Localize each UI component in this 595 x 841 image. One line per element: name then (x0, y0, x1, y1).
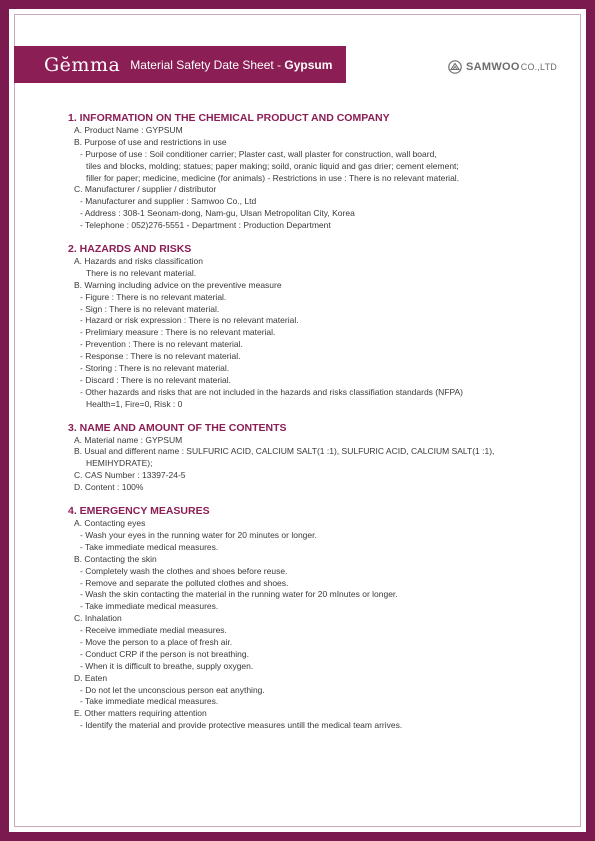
section-line: - Wash the skin contacting the material in the running water for 20 mInutes or longer. (80, 589, 398, 600)
section-line: Health=1, Fire=0, Risk : 0 (86, 398, 183, 409)
section-spacer (68, 232, 548, 242)
section-line: - Take immediate medical measures. (80, 601, 219, 612)
section-line: D. Content : 100% (74, 482, 144, 493)
section-spacer (68, 411, 548, 421)
section-line: B. Usual and different name : SULFURIC ACID, CALCIUM SALT(1 :1), SULFURIC ACID, CALCIUM SALT(1 :1), (74, 446, 495, 457)
section-line: - Do not let the unconscious person eat anything. (80, 684, 265, 695)
section-line: filler for paper; medicine, medicine (for animals) - Restrictions in use : There is no relevant material. (86, 172, 460, 183)
section-line: - Purpose of use : Soil conditioner carrier; Plaster cast, wall plaster for construction, wall board, (80, 148, 437, 159)
section-line: - Take immediate medical measures. (80, 696, 219, 707)
section-line: HEMIHYDRATE); (86, 458, 153, 469)
section-line: - Receive immediate medial measures. (80, 625, 227, 636)
section-line: D. Eaten (74, 672, 108, 683)
section-title: 3. NAME AND AMOUNT OF THE CONTENTS (68, 421, 287, 434)
section-line: There is no relevant material. (86, 267, 197, 278)
document-title (130, 58, 332, 72)
section-line: C. Inhalation (74, 613, 122, 624)
section-line: - Prevention : There is no relevant material. (80, 339, 243, 350)
section-title: 1. INFORMATION ON THE CHEMICAL PRODUCT AND COMPANY (68, 112, 390, 124)
brand-logo: Gĕmma (44, 53, 121, 76)
section-line: C. Manufacturer / supplier / distributor (74, 184, 217, 195)
document-title-prefix: Material Safety Date Sheet - (130, 57, 285, 72)
section-line: B. Purpose of use and restrictions in use (74, 136, 227, 147)
section-line: - Move the person to a place of fresh air. (80, 636, 233, 647)
section-line: - Completely wash the clothes and shoes before reuse. (80, 565, 288, 576)
section-title: 4. EMERGENCY MEASURES (68, 505, 210, 518)
section-line: - When it is difficult to breathe, supply oxygen. (80, 660, 254, 671)
section-line: tiles and blocks, molding; statues; paper making; soild, oranic liquid and gas drier; cement element; (86, 160, 459, 171)
section-line: A. Product Name : GYPSUM (74, 125, 183, 135)
company-name: SAMWOO (466, 61, 520, 73)
company-suffix: CO.,LTD (520, 62, 557, 72)
section-line: - Conduct CRP if the person is not breathing. (80, 648, 249, 659)
header-band (14, 46, 346, 83)
section-line: B. Contacting the skin (74, 553, 157, 564)
document-body (68, 111, 548, 732)
section-line: - Storing : There is no relevant material. (80, 363, 230, 374)
section-line: - Address : 308-1 Seonam-dong, Nam-gu, Ulsan Metropolitan City, Korea (80, 208, 355, 219)
section-line: - Take immediate medical measures. (80, 541, 219, 552)
document-title-product: Gypsum (284, 57, 333, 72)
section-line: A. Hazards and risks classification (74, 256, 203, 267)
section-line: - Sign : There is no relevant material. (80, 303, 220, 314)
section-line: - Response : There is no relevant material. (80, 351, 241, 362)
section-line: - Identify the material and provide protective measures untill the medical team arrives. (80, 720, 403, 731)
section-line: - Wash your eyes in the running water for 20 minutes or longer. (80, 529, 317, 540)
section-line: - Discard : There is no relevant material. (80, 374, 232, 385)
section-line: E. Other matters requiring attention (74, 708, 207, 719)
section-line: A. Material name : GYPSUM (74, 434, 183, 445)
section-line: - Manufacturer and supplier : Samwoo Co., Ltd (80, 196, 257, 207)
section-line: - Telephone : 052)276-5551 - Department : Production Department (80, 220, 331, 231)
section-line: - Figure : There is no relevant material. (80, 291, 227, 302)
section-line: A. Contacting eyes (74, 518, 146, 529)
section-line: - Other hazards and risks that are not included in the hazards and risks classifiation standards (NFPA) (80, 386, 463, 397)
section-line: B. Warning including advice on the preventive measure (74, 279, 282, 290)
section-line: - Remove and separate the polluted clothes and shoes. (80, 577, 289, 588)
section-title: 2. HAZARDS AND RISKS (68, 243, 192, 256)
company-logo (448, 59, 557, 75)
section-spacer (68, 494, 548, 504)
section-line: - Prelimiary measure : There is no relevant material. (80, 327, 276, 338)
section-line: - Hazard or risk expression : There is no relevant material. (80, 315, 299, 326)
samwoo-logo-icon (448, 60, 462, 74)
section-line: C. CAS Number : 13397-24-5 (74, 470, 186, 481)
